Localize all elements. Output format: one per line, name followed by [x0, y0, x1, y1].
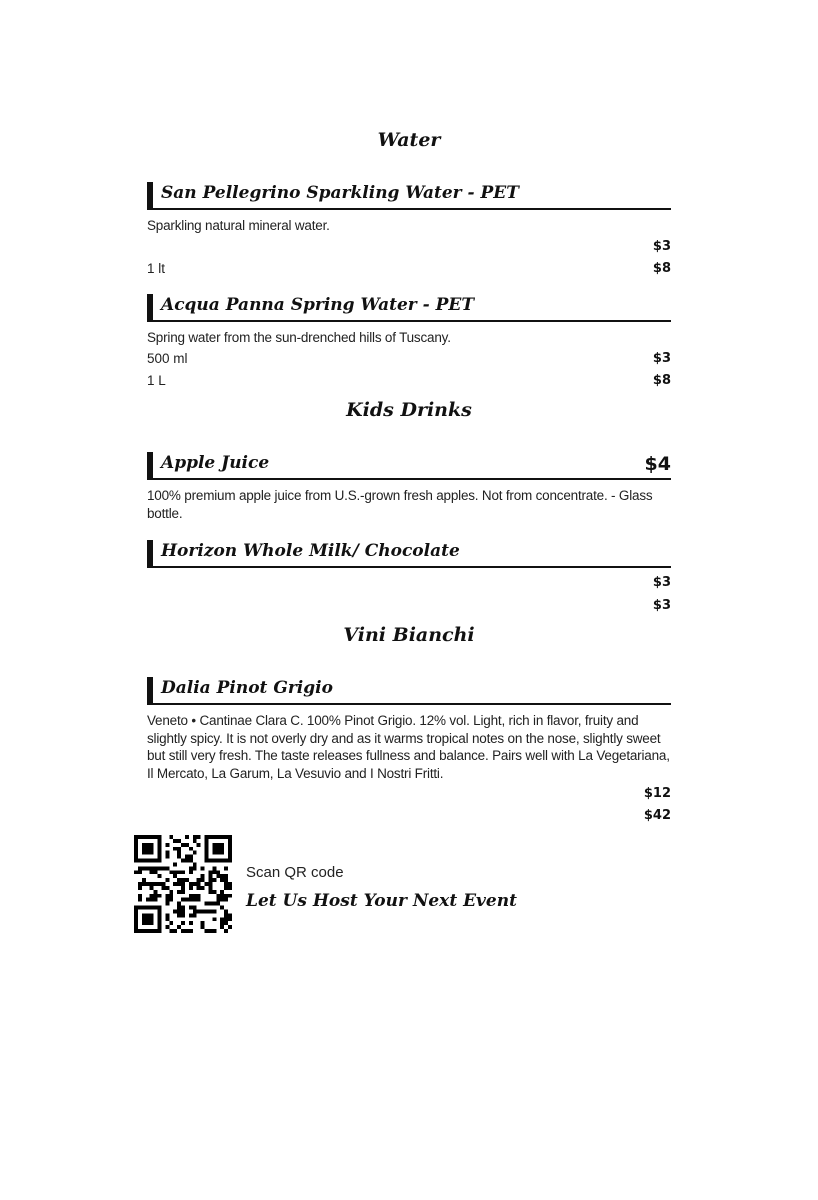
item-description: Sparkling natural mineral water.: [147, 218, 330, 233]
price: $42: [643, 808, 671, 823]
section-title-kids-drinks: Kids Drinks: [346, 399, 472, 421]
price: $3: [652, 351, 671, 366]
menu-item-header: [147, 292, 671, 322]
qr-caption: Scan QR code: [246, 864, 344, 881]
price-row: [147, 786, 671, 804]
item-marker: [147, 182, 153, 210]
price-row: [147, 351, 671, 369]
menu-item-header: [147, 675, 671, 705]
item-marker: [147, 677, 153, 705]
menu-item-header: [147, 450, 671, 480]
menu-item-header: [147, 180, 671, 210]
price: $3: [652, 239, 671, 254]
qr-code-icon[interactable]: [134, 835, 232, 933]
item-name: Acqua Panna Spring Water - PET: [161, 295, 474, 315]
item-price: $4: [644, 453, 671, 475]
price-row: [147, 575, 671, 593]
price: $3: [652, 575, 671, 590]
price-row: [147, 598, 671, 616]
price-row: [147, 239, 671, 257]
price-row: [147, 808, 671, 826]
item-description: Veneto • Cantinae Clara C. 100% Pinot Grigio. 12% vol. Light, rich in flavor, fruity and slightly spicy. It is not overly dry and as it warms tropical notes on the nose, slightly sweet but still very fresh. The taste releases fullness and balance. Pairs well with La Vegetariana, Il Mercato, La Garum, La Vesuvio and I Nostri Fritti.: [147, 713, 670, 781]
size-label: 500 ml: [147, 351, 188, 366]
item-name: Apple Juice: [161, 453, 270, 473]
item-marker: [147, 452, 153, 480]
item-marker: [147, 540, 153, 568]
price: $8: [652, 373, 671, 388]
item-description: Spring water from the sun-drenched hills of Tuscany.: [147, 330, 451, 345]
price: $8: [652, 261, 671, 276]
section-title-vini-bianchi: Vini Bianchi: [343, 624, 475, 646]
item-name: Dalia Pinot Grigio: [161, 678, 333, 698]
item-marker: [147, 294, 153, 322]
item-name: Horizon Whole Milk/ Chocolate: [161, 541, 460, 561]
item-name: San Pellegrino Sparkling Water - PET: [161, 183, 519, 203]
section-title-water: Water: [377, 129, 441, 151]
size-label: 1 L: [147, 373, 166, 388]
price: $12: [643, 786, 671, 801]
size-label: 1 lt: [147, 261, 166, 276]
price: $3: [652, 598, 671, 613]
item-description: 100% premium apple juice from U.S.-grown fresh apples. Not from concentrate. - Glass bottle.: [147, 488, 653, 521]
event-promo-text[interactable]: Let Us Host Your Next Event: [246, 891, 517, 911]
menu-item-header: [147, 538, 671, 568]
price-row: [147, 261, 671, 279]
price-row: [147, 373, 671, 391]
